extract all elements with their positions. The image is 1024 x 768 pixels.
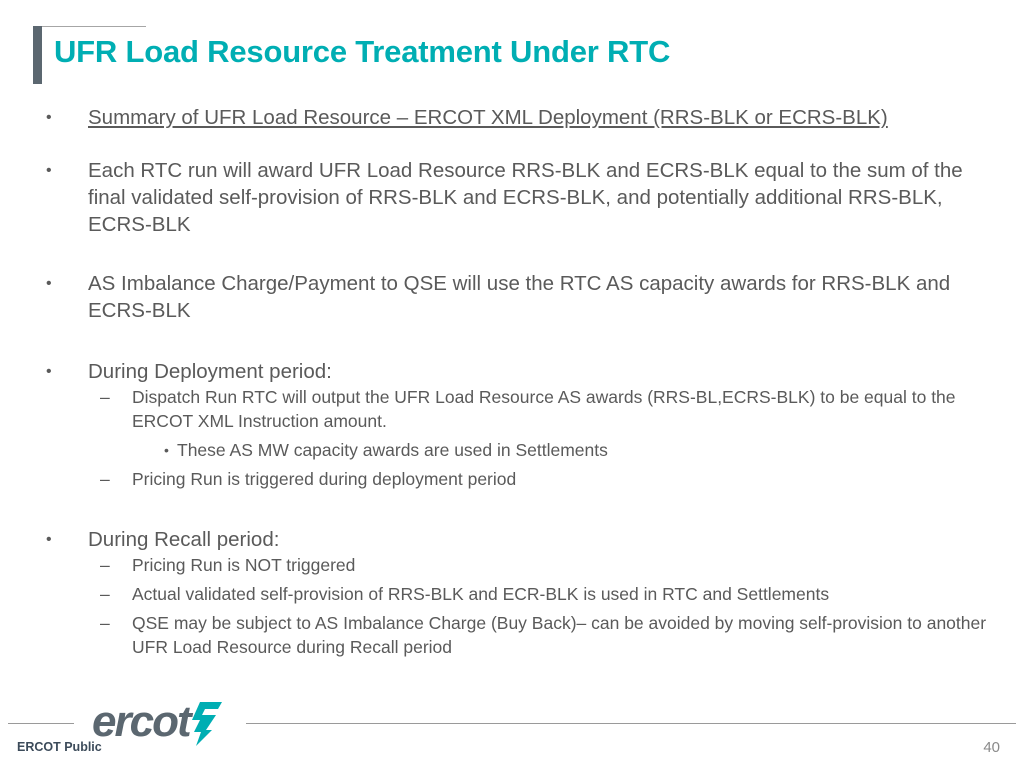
sub-sub-bullet-settlements <box>44 438 994 462</box>
dash-marker: – <box>100 469 110 489</box>
bullet-summary <box>44 104 994 131</box>
slide-content <box>44 104 994 659</box>
sub-bullet-actual-validated-text: Actual validated self-provision of RRS-BLK and ECR-BLK is used in RTC and Settlements <box>132 584 830 604</box>
ercot-logo-text: ercot <box>92 697 190 746</box>
sub-bullet-pricing-run-triggered-text: Pricing Run is triggered during deployment period <box>132 469 517 489</box>
sub-bullet-pricing-run-triggered <box>44 467 994 491</box>
bullet-marker: • <box>164 442 169 458</box>
slide-title: UFR Load Resource Treatment Under RTC <box>54 34 671 69</box>
sub-bullet-dispatch-run <box>44 385 994 433</box>
bullet-as-imbalance-text: AS Imbalance Charge/Payment to QSE will use the RTC AS capacity awards for RRS-BLK and ECRS-BLK <box>88 272 951 322</box>
dash-marker: – <box>100 387 110 407</box>
title-top-rule <box>36 26 146 27</box>
sub-bullet-actual-validated <box>44 582 994 606</box>
sub-bullet-pricing-not-triggered-text: Pricing Run is NOT triggered <box>132 555 356 575</box>
bullet-as-imbalance <box>44 270 994 324</box>
bullet-marker: • <box>46 162 52 179</box>
ercot-logo <box>92 696 228 752</box>
bullet-recall-period-text: During Recall period: <box>88 528 280 551</box>
bullet-rtc-award <box>44 157 994 238</box>
sub-bullet-qse-buyback-text: QSE may be subject to AS Imbalance Charge (Buy Back)– can be avoided by moving self-provision to another UFR Load Resource during Recall period <box>132 613 987 657</box>
sub-bullet-pricing-not-triggered <box>44 553 994 577</box>
dash-marker: – <box>100 555 110 575</box>
bullet-deployment-period-text: During Deployment period: <box>88 360 332 383</box>
sub-sub-bullet-settlements-text: These AS MW capacity awards are used in Settlements <box>177 440 608 460</box>
bullet-marker: • <box>46 531 52 548</box>
footer-classification: ERCOT Public <box>17 740 102 754</box>
bullet-marker: • <box>46 363 52 380</box>
bullet-marker: • <box>46 109 52 126</box>
sub-bullet-dispatch-run-text: Dispatch Run RTC will output the UFR Load Resource AS awards (RRS-BL,ECRS-BLK) to be equal to the ERCOT XML Instruction amount. <box>132 387 956 431</box>
dash-marker: – <box>100 613 110 633</box>
bullet-rtc-award-text: Each RTC run will award UFR Load Resource RRS-BLK and ECRS-BLK equal to the sum of the final validated self-provision of RRS-BLK and ECRS-BLK, and potentially additional RRS-BLK, ECRS-BLK <box>88 159 963 236</box>
sub-bullet-qse-buyback <box>44 611 994 659</box>
title-accent-bar <box>33 26 42 84</box>
footer-rule-left <box>8 723 74 724</box>
footer-rule-right <box>246 723 1016 724</box>
bullet-recall-period <box>44 526 994 553</box>
bullet-summary-text[interactable]: Summary of UFR Load Resource – ERCOT XML Deployment (RRS-BLK or ECRS-BLK) <box>88 106 888 129</box>
dash-marker: – <box>100 584 110 604</box>
bullet-marker: • <box>46 275 52 292</box>
ercot-lightning-icon <box>188 700 228 748</box>
page-number: 40 <box>983 739 1000 756</box>
bullet-deployment-period <box>44 358 994 385</box>
